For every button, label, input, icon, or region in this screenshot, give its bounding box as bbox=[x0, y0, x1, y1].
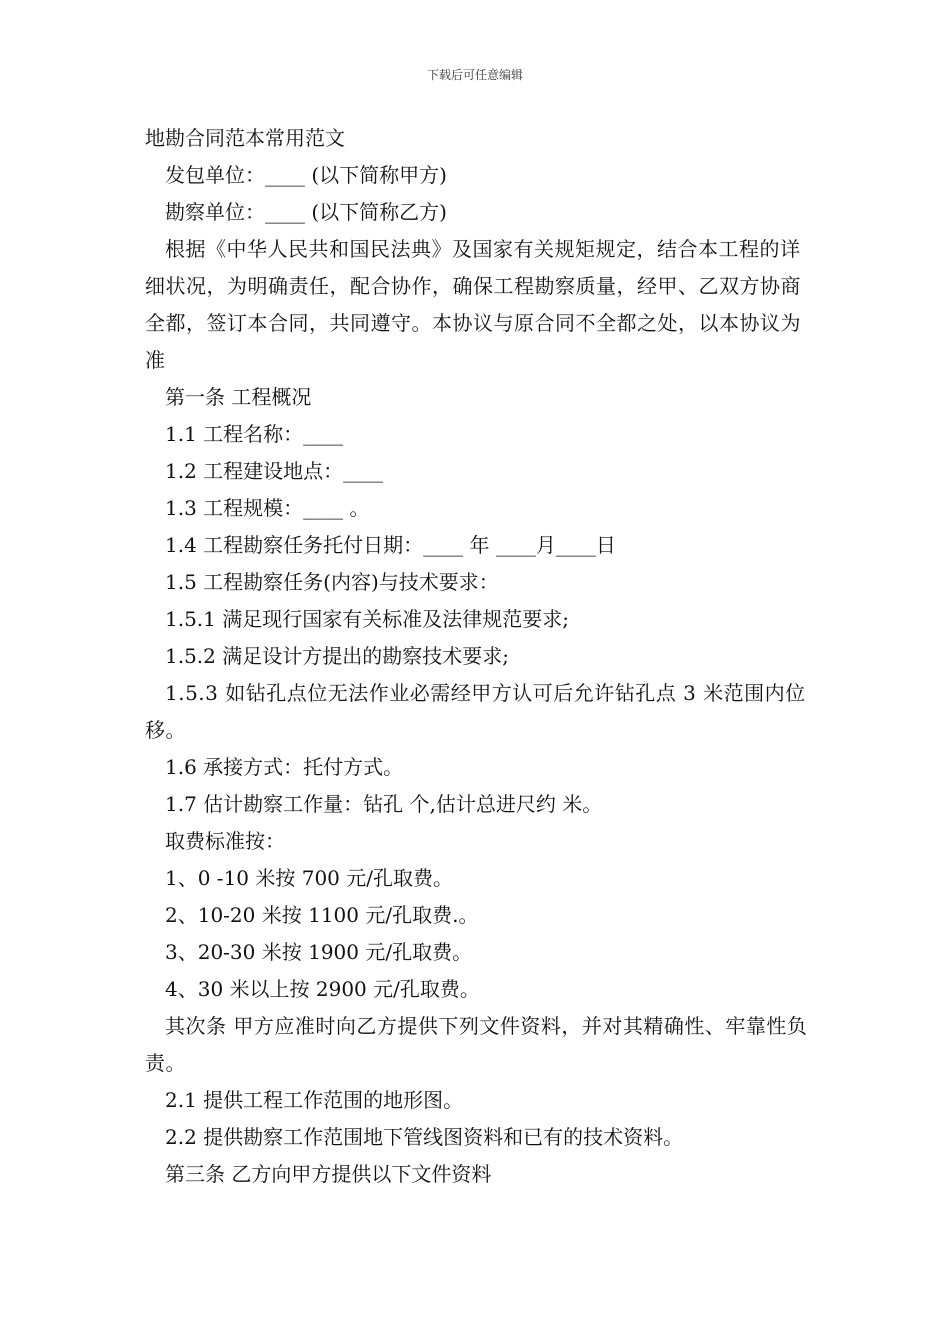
item-1-1: 1.1 工程名称：____ bbox=[165, 422, 344, 446]
contractor-line: 发包单位：____ (以下简称甲方) bbox=[165, 163, 447, 187]
surveyor-line: 勘察单位：____ (以下简称乙方) bbox=[165, 200, 447, 224]
document-body bbox=[145, 120, 815, 1193]
item-1-2: 1.2 工程建设地点：____ bbox=[165, 459, 384, 483]
item-2-2: 2.2 提供勘察工作范围地下管线图资料和已有的技术资料。 bbox=[165, 1125, 684, 1149]
fee-standard-heading: 取费标准按： bbox=[165, 829, 285, 853]
item-1-5-3: 1.5.3 如钻孔点位无法作业必需经甲方认可后允许钻孔点 3 米范围内位移。 bbox=[145, 681, 806, 742]
page-header: 下载后可任意编辑 bbox=[426, 68, 523, 82]
article-3-heading: 第三条 乙方向甲方提供以下文件资料 bbox=[165, 1162, 492, 1186]
fee-item-4: 4、30 米以上按 2900 元/孔取费。 bbox=[165, 977, 480, 1001]
fee-item-1: 1、0 -10 米按 700 元/孔取费。 bbox=[165, 866, 453, 890]
item-1-5: 1.5 工程勘察任务(内容)与技术要求： bbox=[165, 570, 499, 594]
article-2-heading: 其次条 甲方应准时向乙方提供下列文件资料，并对其精确性、牢靠性负责。 bbox=[145, 1014, 808, 1075]
intro-paragraph: 根据《中华人民共和国民法典》及国家有关规矩规定，结合本工程的详细状况，为明确责任，配合协作，确保工程勘察质量，经甲、乙双方协商全都，签订本合同，共同遵守。本协议与原合同不全都之处，以本协议为准 bbox=[145, 237, 801, 372]
item-1-3: 1.3 工程规模：____ 。 bbox=[165, 496, 370, 520]
item-1-5-2: 1.5.2 满足设计方提出的勘察技术要求; bbox=[165, 644, 509, 668]
article-1-heading: 第一条 工程概况 bbox=[165, 385, 312, 409]
item-2-1: 2.1 提供工程工作范围的地形图。 bbox=[165, 1088, 464, 1112]
fee-item-3: 3、20-30 米按 1900 元/孔取费。 bbox=[165, 940, 473, 964]
item-1-4: 1.4 工程勘察任务托付日期：____ 年 ____月____日 bbox=[165, 533, 616, 557]
fee-item-2: 2、10-20 米按 1100 元/孔取费.。 bbox=[165, 903, 479, 927]
item-1-7: 1.7 估计勘察工作量：钻孔 个,估计总进尺约 米。 bbox=[165, 792, 603, 816]
item-1-6: 1.6 承接方式：托付方式。 bbox=[165, 755, 404, 779]
document-title: 地勘合同范本常用范文 bbox=[145, 126, 345, 150]
item-1-5-1: 1.5.1 满足现行国家有关标准及法律规范要求; bbox=[165, 607, 569, 631]
